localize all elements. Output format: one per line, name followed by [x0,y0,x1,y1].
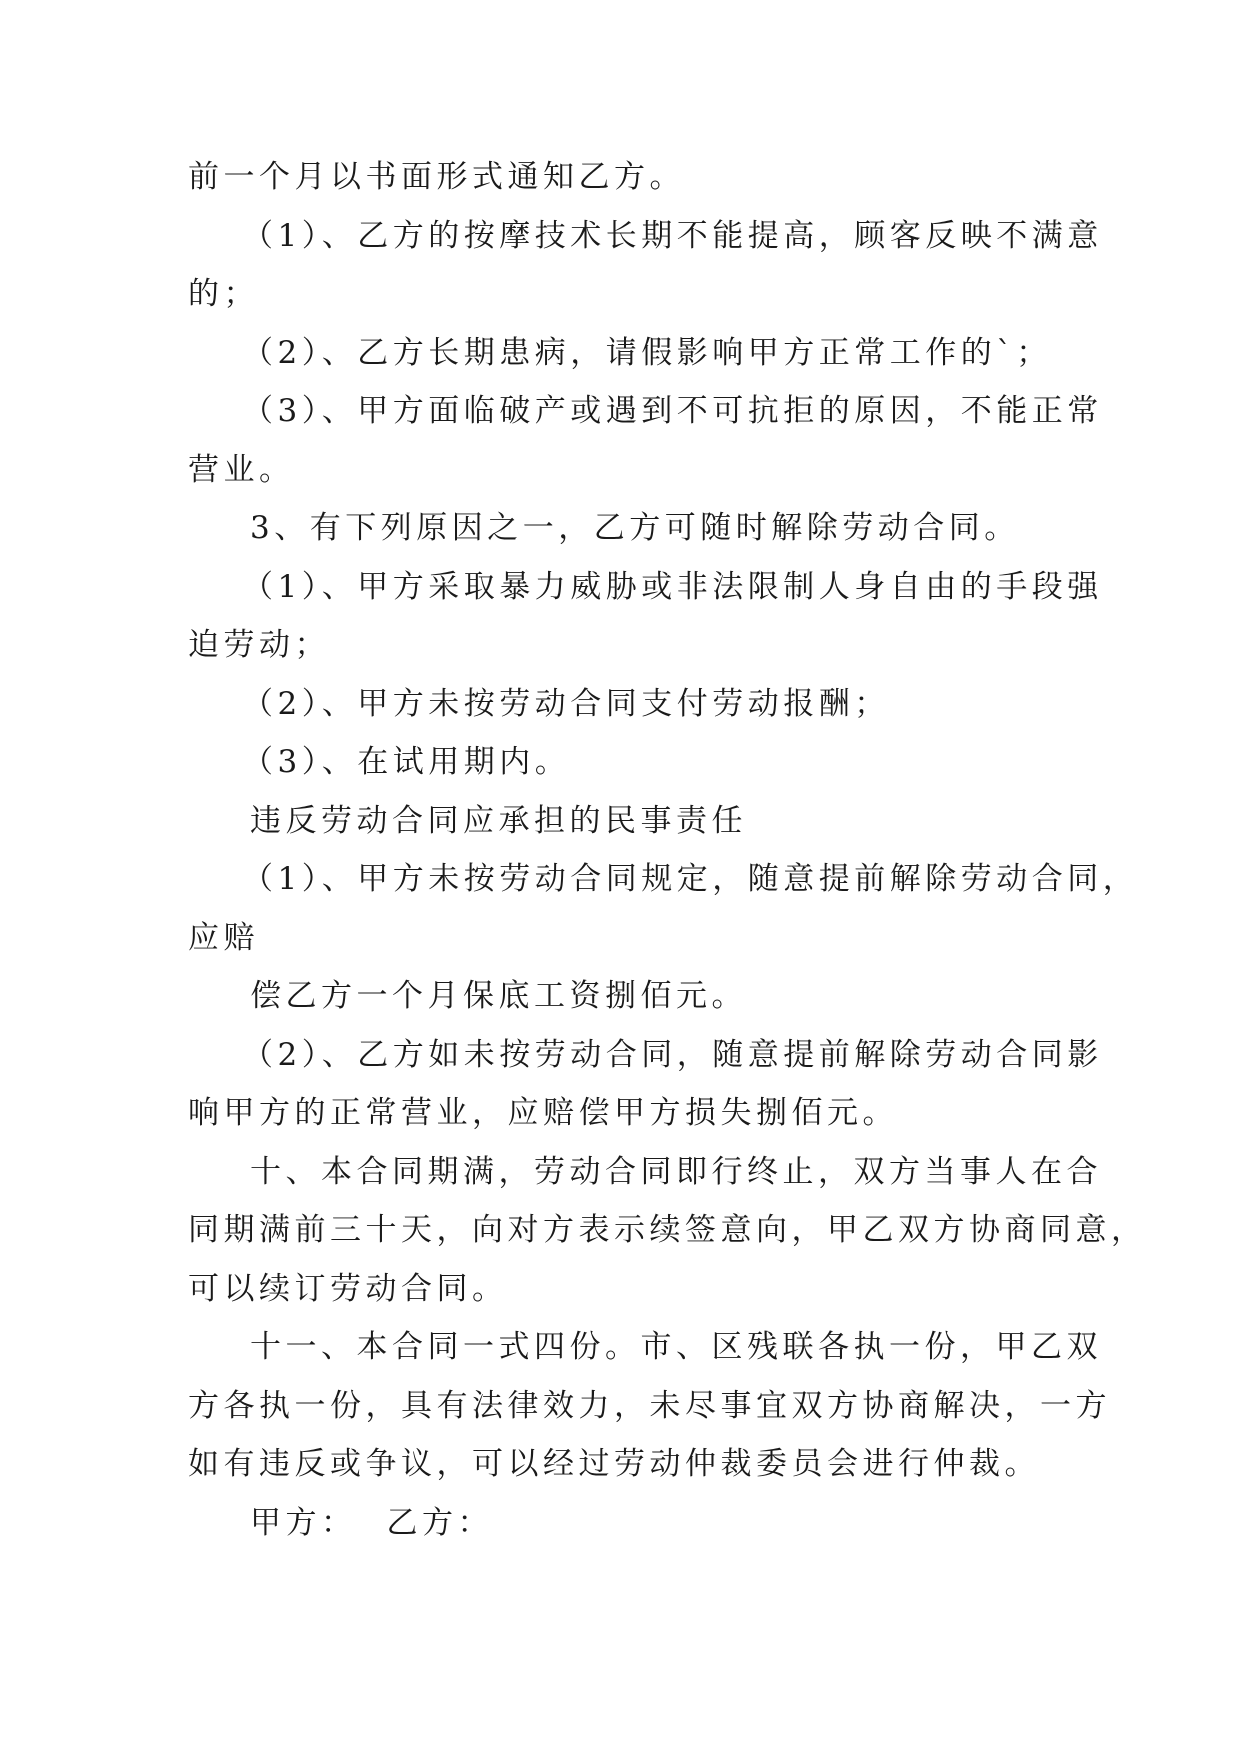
party-b-signature-label: 乙方： [386,1504,493,1541]
text-line: 的； [188,276,259,312]
text-line: 可以续订劳动合同。 [188,1270,508,1307]
text-line: 方各执一份，具有法律效力，未尽事宜双方协商解决，一方 [188,1387,1111,1424]
text-line: 如有违反或争议，可以经过劳动仲裁委员会进行仲裁。 [188,1446,1040,1482]
text-line: （1）、甲方未按劳动合同规定，随意提前解除劳动合同， [242,861,1139,897]
text-line: （1）、甲方采取暴力威胁或非法限制人身自由的手段强 [242,568,1103,605]
text-line: （2）、乙方如未按劳动合同，随意提前解除劳动合同影 [242,1036,1103,1073]
text-line: 偿乙方一个月保底工资捌佰元。 [250,978,747,1014]
text-line: 营业。 [188,451,295,488]
text-line: 响甲方的正常营业，应赔偿甲方损失捌佰元。 [188,1095,898,1131]
signature-line [188,1494,1058,1553]
section-heading: 违反劳动合同应承担的民事责任 [250,802,747,839]
text-line: 同期满前三十天，向对方表示续签意向，甲乙双方协商同意， [188,1212,1147,1248]
text-line: 迫劳动； [188,627,330,663]
text-line: 十一、本合同一式四份。市、区残联各执一份，甲乙双 [250,1329,1102,1365]
text-line: （2）、乙方长期患病，请假影响甲方正常工作的`； [242,334,1052,371]
party-a-signature-label: 甲方： [250,1504,357,1541]
text-line: 前一个月以书面形式通知乙方。 [188,159,685,195]
text-line: 十、本合同期满，劳动合同即行终止，双方当事人在合 [250,1153,1102,1190]
text-line: 3、有下列原因之一，乙方可随时解除劳动合同。 [250,510,1020,546]
text-line: （3）、甲方面临破产或遇到不可抗拒的原因，不能正常 [242,393,1103,429]
text-line: （2）、甲方未按劳动合同支付劳动报酬； [242,685,890,722]
text-line: 应赔 [188,919,259,956]
document-page [188,148,1147,1552]
text-line: （1）、乙方的按摩技术长期不能提高，顾客反映不满意 [242,217,1103,254]
text-line: （3）、在试用期内。 [242,744,571,780]
